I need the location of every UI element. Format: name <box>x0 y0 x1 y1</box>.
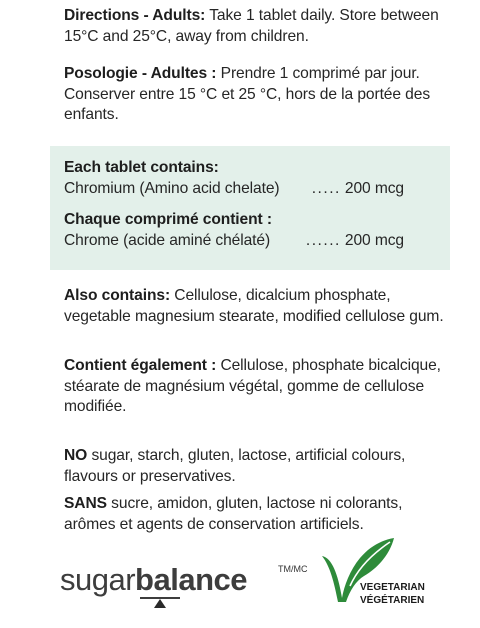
brand-balance: balance <box>135 562 247 597</box>
brand-sugar: sugar <box>60 562 136 597</box>
also-contains-en <box>64 286 450 327</box>
directions-fr-label: Posologie - Adultes : <box>64 65 217 82</box>
sugarbalance-logo <box>60 562 247 598</box>
vegetarian-fr: VÉGÉTARIEN <box>360 594 425 606</box>
free-from-fr-label: SANS <box>64 495 107 512</box>
also-contains-en-label: Also contains: <box>64 287 171 304</box>
balance-fulcrum-icon <box>140 597 180 609</box>
ingredient-name-fr: Chrome (acide aminé chélaté) <box>64 231 271 249</box>
ingredients-heading-fr: Chaque comprimé contient : <box>64 211 272 228</box>
directions-fr-text: Prendre 1 comprimé par jour. Conserver entre 15 °C et 25 °C, hors de la portée des enfants. <box>64 65 431 123</box>
brand-trademark: TM/MC <box>278 564 308 574</box>
free-from-fr <box>64 494 450 535</box>
free-from-en-label: NO <box>64 447 88 464</box>
ingredient-amount-fr: 200 mcg <box>344 231 404 249</box>
also-contains-fr-text: Cellulose, phosphate bicalcique, stéarate de magnésium végétal, gomme de cellulose modifiée. <box>64 357 441 415</box>
ingredient-name-en: Chromium (Amino acid chelate) <box>64 179 280 197</box>
directions-en-label: Directions - Adults: <box>64 7 206 24</box>
directions-en <box>64 6 450 47</box>
ingredients-en <box>64 158 450 199</box>
free-from-fr-text: sucre, amidon, gluten, lactose ni colorants, arômes et agents de conservation artificiels. <box>64 495 403 533</box>
directions-en-text: Take 1 tablet daily. Store between 15°C and 25°C, away from children. <box>64 7 439 45</box>
ingredients-fr <box>64 210 450 251</box>
directions-fr <box>64 64 450 126</box>
ingredient-row-fr <box>64 231 404 252</box>
free-from-en-text: sugar, starch, gluten, lactose, artificial colours, flavours or preservatives. <box>64 447 406 485</box>
ingredient-row-en <box>64 179 404 200</box>
ingredient-amount-en: 200 mcg <box>344 179 404 197</box>
vegetarian-label <box>360 582 425 607</box>
ingredients-heading-en: Each tablet contains: <box>64 159 219 176</box>
also-contains-fr <box>64 356 450 418</box>
also-contains-fr-label: Contient également : <box>64 357 217 374</box>
also-contains-en-text: Cellulose, dicalcium phosphate, vegetable magnesium stearate, modified cellulose gum. <box>64 287 444 325</box>
vegetarian-en: VEGETARIAN <box>360 582 425 593</box>
ingredient-dots-en: ..... <box>311 179 341 197</box>
free-from-en <box>64 446 450 487</box>
ingredient-dots-fr: ...... <box>305 231 341 249</box>
